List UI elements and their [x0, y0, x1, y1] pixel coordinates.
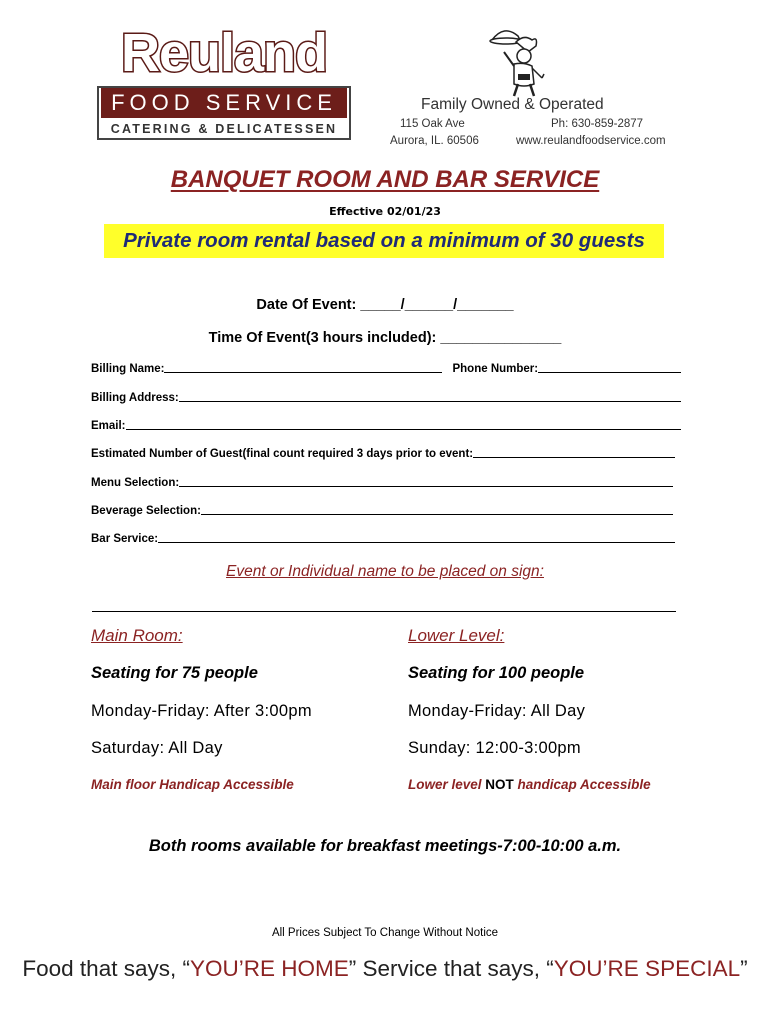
bar-label: Bar Service: [91, 533, 159, 545]
bar-field[interactable] [158, 532, 675, 543]
slogan-part2: ” Service that says, “ [348, 956, 554, 981]
billing-name-row [91, 362, 681, 375]
tagline: Family Owned & Operated [421, 96, 604, 113]
slogan-special: YOU’RE SPECIAL [553, 956, 741, 981]
page-title: BANQUET ROOM AND BAR SERVICE [170, 166, 600, 193]
slogan-part1: Food that says, “ [22, 956, 190, 981]
email-label: Email: [91, 420, 126, 432]
phone-number: Ph: 630-859-2877 [551, 118, 644, 130]
address-line-2: Aurora, IL. 60506 [390, 135, 479, 147]
logo-catering: CATERING & DELICATESSEN [110, 122, 338, 136]
lower-access-not: NOT [485, 777, 514, 792]
slogan-part3: ” [740, 956, 748, 981]
billing-address-row [91, 391, 681, 404]
logo-food-service: FOOD SERVICE [101, 88, 347, 118]
lower-level-seating: Seating for 100 people [408, 664, 585, 682]
logo-wordmark: Reuland [120, 23, 328, 83]
slogan-home: YOU’RE HOME [189, 956, 349, 981]
main-room-weekday: Monday-Friday: After 3:00pm [91, 702, 312, 720]
email-field[interactable] [126, 419, 681, 430]
billing-name-field[interactable] [164, 362, 442, 373]
address-line-1: 115 Oak Ave [400, 118, 465, 130]
bar-row [91, 532, 675, 545]
lower-level-weekday: Monday-Friday: All Day [408, 702, 586, 720]
billing-name-label: Billing Name: [91, 363, 165, 375]
phone-number-label: Phone Number: [452, 363, 539, 375]
sign-name-field[interactable] [92, 611, 676, 612]
lower-access-pre: Lower level [408, 777, 486, 792]
beverage-field[interactable] [201, 504, 673, 515]
event-date-field[interactable]: Date Of Event: _____/______/_______ [256, 297, 514, 313]
effective-date: Effective 02/01/23 [329, 205, 441, 218]
menu-row [91, 476, 673, 489]
breakfast-note: Both rooms available for breakfast meetings-7:00-10:00 a.m. [148, 837, 622, 855]
menu-label: Menu Selection: [91, 477, 180, 489]
phone-number-field[interactable] [538, 362, 681, 373]
billing-address-label: Billing Address: [91, 392, 179, 404]
main-room-heading: Main Room: [91, 626, 183, 645]
lower-level-access [408, 777, 651, 792]
main-room-access: Main floor Handicap Accessible [91, 777, 294, 792]
slogan [0, 956, 770, 982]
billing-address-field[interactable] [179, 391, 681, 402]
logo-band [97, 86, 351, 140]
prices-note: All Prices Subject To Change Without Notice [271, 927, 499, 939]
website: www.reulandfoodservice.com [516, 135, 666, 147]
chef-with-platter-icon [484, 22, 548, 98]
guests-row [91, 447, 675, 460]
guests-field[interactable] [473, 447, 675, 458]
lower-level-heading: Lower Level: [408, 626, 505, 645]
menu-field[interactable] [179, 476, 673, 487]
beverage-label: Beverage Selection: [91, 505, 201, 517]
email-row [91, 419, 681, 432]
event-time-field[interactable]: Time Of Event(3 hours included): _______________ [208, 330, 562, 346]
beverage-row [91, 504, 673, 517]
guests-label: Estimated Number of Guest(final count required 3 days prior to event: [91, 448, 474, 460]
reuland-logo [97, 22, 351, 148]
minimum-guests-banner: Private room rental based on a minimum of 30 guests [104, 224, 664, 258]
main-room-weekend: Saturday: All Day [91, 739, 223, 757]
sign-heading: Event or Individual name to be placed on sign: [226, 563, 544, 580]
main-room-seating: Seating for 75 people [91, 664, 258, 682]
lower-access-post: handicap Accessible [513, 777, 651, 792]
lower-level-weekend: Sunday: 12:00-3:00pm [408, 739, 581, 757]
